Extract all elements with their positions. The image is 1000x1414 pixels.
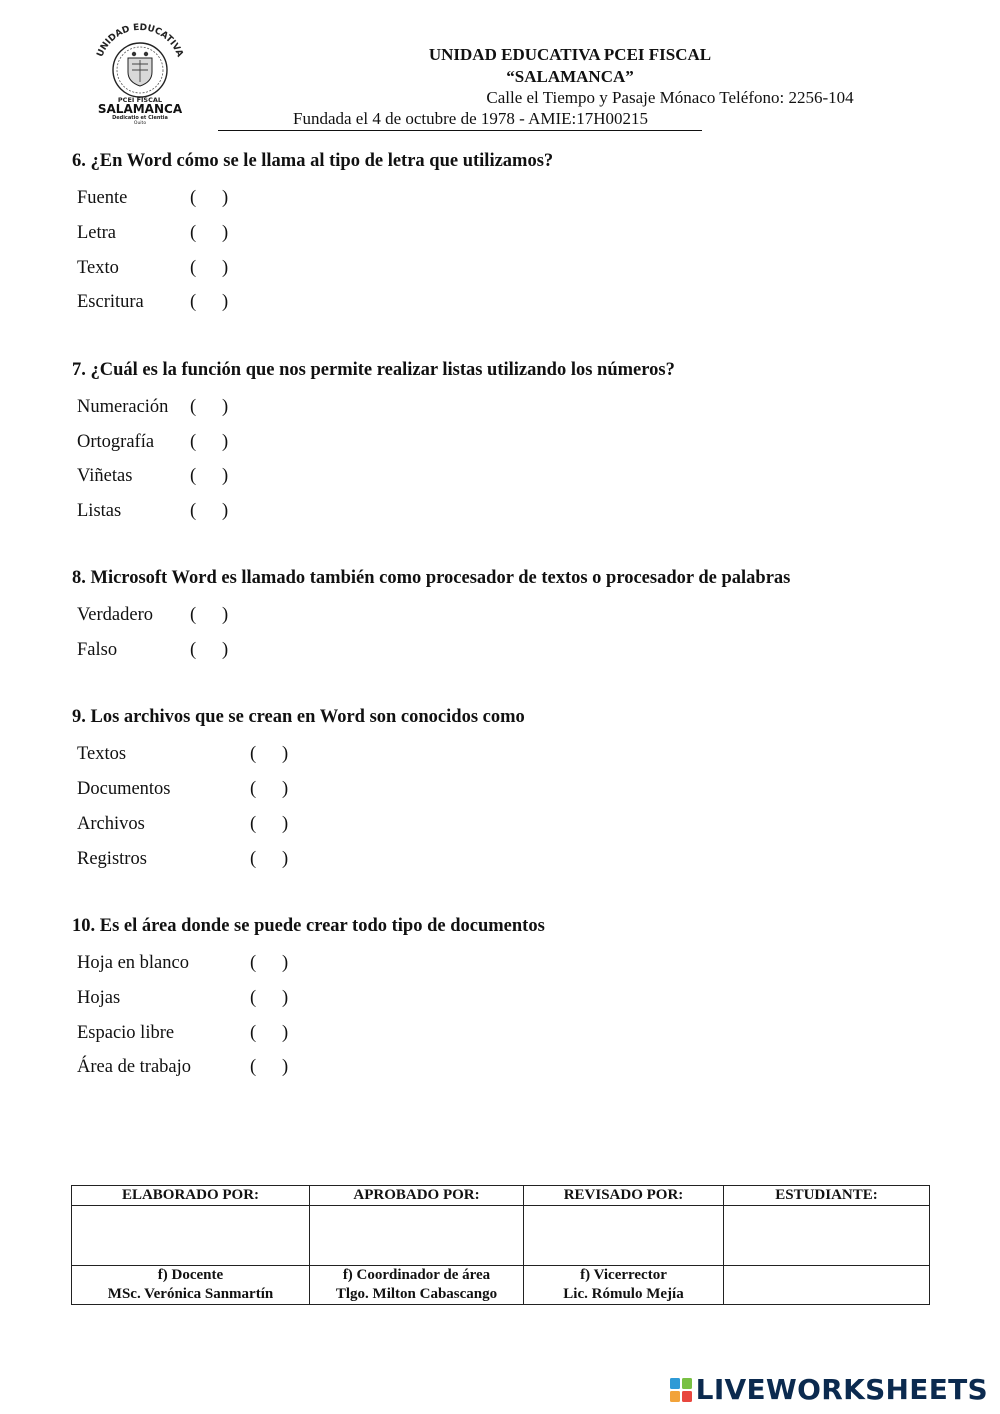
signer-role: f) Coordinador de área <box>342 1267 491 1283</box>
option-label: Escritura <box>77 292 144 312</box>
signer-estudiante[interactable] <box>724 1266 930 1305</box>
option-label: Letra <box>77 223 117 243</box>
option-label: Viñetas <box>77 466 133 486</box>
school-name: UNIDAD EDUCATIVA PCEI FISCAL <box>428 45 712 64</box>
header-elaborado: ELABORADO POR: <box>72 1186 310 1206</box>
signer-role: f) Docente <box>157 1267 224 1283</box>
option-label: Área de trabajo <box>77 1057 192 1077</box>
signer-docente <box>72 1266 310 1305</box>
school-founded: Fundada el 4 de octubre de 1978 - AMIE:17H00215 <box>293 109 649 128</box>
question-6-title: 6. ¿En Word cómo se le llama al tipo de letra que utilizamos? <box>72 151 554 171</box>
logo-city: Quito <box>133 121 147 124</box>
header-aprobado: APROBADO POR: <box>310 1186 524 1206</box>
question-8-title: 8. Microsoft Word es llamado también como procesador de textos o procesador de palabras <box>72 568 791 588</box>
signer-name: MSc. Verónica Sanmartín <box>107 1286 274 1302</box>
option-label: Documentos <box>77 779 171 799</box>
signature-space-aprobado[interactable] <box>310 1206 524 1266</box>
option-label: Hojas <box>77 988 121 1008</box>
school-logo <box>82 20 198 124</box>
option-label: Hoja en blanco <box>77 953 189 973</box>
question-7-title: 7. ¿Cuál es la función que nos permite realizar listas utilizando los números? <box>72 360 675 380</box>
option-label: Listas <box>77 501 122 521</box>
option-label: Textos <box>77 744 127 764</box>
header-revisado: REVISADO POR: <box>524 1186 724 1206</box>
brand-text: LIVEWORKSHEETS <box>695 1373 988 1406</box>
question-10-title: 10. Es el área donde se puede crear todo tipo de documentos <box>72 916 545 936</box>
question-9-title: 9. Los archivos que se crean en Word son conocidos como <box>72 707 525 727</box>
signature-space-revisado[interactable] <box>524 1206 724 1266</box>
signer-vicerrector <box>524 1266 724 1305</box>
school-short-name: “SALAMANCA” <box>506 67 634 86</box>
liveworksheets-brand[interactable] <box>669 1374 988 1406</box>
logo-arc-text: UNIDAD EDUCATIVA <box>95 22 185 59</box>
signature-table <box>71 1185 930 1305</box>
option-label: Archivos <box>77 814 145 834</box>
school-address: Calle el Tiempo y Pasaje Mónaco Teléfono: 2256-104 <box>486 88 854 107</box>
logo-line2: SALAMANCA <box>97 102 183 116</box>
option-label: Ortografía <box>77 432 155 452</box>
option-label: Texto <box>77 258 119 278</box>
option-label: Verdadero <box>77 605 154 625</box>
option-label: Registros <box>77 849 147 869</box>
signer-name: Lic. Rómulo Mejía <box>563 1286 684 1302</box>
signer-role: f) Vicerrector <box>580 1267 667 1283</box>
signer-name: Tlgo. Milton Cabascango <box>335 1286 498 1302</box>
header-divider <box>218 130 702 131</box>
option-label: Numeración <box>77 397 169 417</box>
option-label: Espacio libre <box>77 1023 175 1043</box>
option-label: Falso <box>77 640 118 660</box>
option-label: Fuente <box>77 188 128 208</box>
logo-motto: Dedicatio et Clentia <box>112 115 168 121</box>
signature-space-estudiante[interactable] <box>724 1206 930 1266</box>
liveworksheets-icon <box>669 1376 693 1404</box>
header-estudiante: ESTUDIANTE: <box>724 1186 930 1206</box>
signature-space-elaborado[interactable] <box>72 1206 310 1266</box>
logo-line1: PCEI FISCAL <box>117 96 163 104</box>
signer-coordinador <box>310 1266 524 1305</box>
